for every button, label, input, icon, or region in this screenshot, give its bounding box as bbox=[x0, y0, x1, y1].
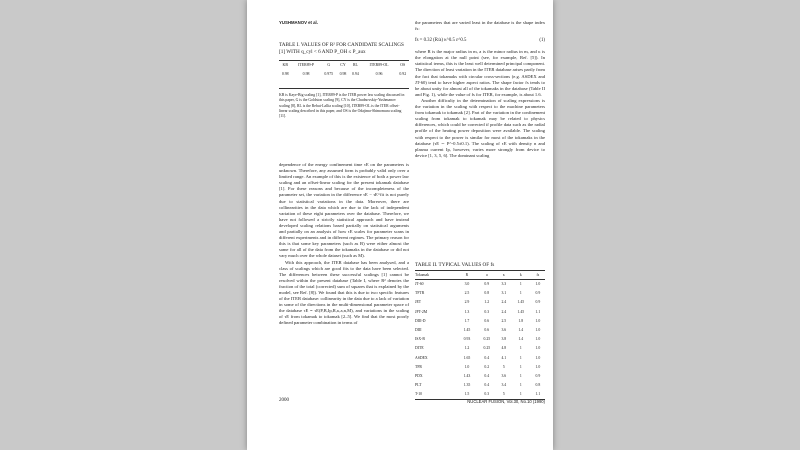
table2-value-cell: 3.3 bbox=[501, 282, 507, 287]
table2-value-cell: 1.0 bbox=[535, 346, 541, 351]
table2-value-cell: 1.7 bbox=[464, 318, 470, 323]
table2-value-cell: 3.1 bbox=[501, 291, 507, 296]
table2-value-cell: 1 bbox=[519, 383, 522, 388]
page-number: 2000 bbox=[279, 398, 289, 403]
table2-row bbox=[415, 390, 545, 400]
table1-header-cell: ITER89-OL bbox=[369, 62, 389, 67]
table2-value-cell: 0.9 bbox=[535, 373, 541, 378]
journal-footer: NUCLEAR FUSION, Vol.30, No.10 (1990) bbox=[467, 399, 545, 404]
table2-row bbox=[415, 353, 545, 362]
table2-value-cell: 1.43 bbox=[463, 373, 471, 378]
table2-value-cell: 3.4 bbox=[501, 383, 507, 388]
equation-fs: fs = 0.32 (R/a) κ^0.5 ε^0.5 bbox=[415, 38, 467, 44]
table2-value-cell: 0.3 bbox=[477, 390, 497, 400]
table2-row bbox=[415, 307, 545, 316]
table2-tokamak-cell: DIII bbox=[415, 328, 422, 333]
table2-value-cell: 2.4 bbox=[501, 309, 507, 314]
table2-value-cell: 3.0 bbox=[464, 282, 470, 287]
table2-value-cell: 1.2 bbox=[484, 300, 490, 305]
table2-header-cell: Tokamak bbox=[415, 271, 457, 280]
table2-row bbox=[415, 298, 545, 307]
table2-value-cell: 1 bbox=[519, 373, 522, 378]
table2-header-cell: k bbox=[511, 271, 531, 280]
table2-value-cell: 1 bbox=[511, 390, 531, 400]
table1-header-cell: KB bbox=[282, 62, 288, 67]
table2-value-cell: 1 bbox=[519, 364, 522, 369]
table2-body bbox=[415, 279, 545, 399]
table2-value-cell: 1.35 bbox=[463, 383, 471, 388]
table2-value-cell: 1.45 bbox=[517, 309, 525, 314]
table1-bottom-rule bbox=[279, 88, 409, 89]
equation-number: (1) bbox=[539, 38, 545, 44]
table2-header-row bbox=[415, 271, 545, 280]
table2-value-cell: 2.5 bbox=[501, 318, 507, 323]
equation-block bbox=[415, 36, 545, 47]
table2-value-cell: 1 bbox=[519, 355, 522, 360]
table2-row bbox=[415, 325, 545, 334]
table2-value-cell: 3.6 bbox=[501, 373, 507, 378]
table2-row bbox=[415, 371, 545, 380]
table2-row bbox=[415, 381, 545, 390]
table2-row bbox=[415, 289, 545, 298]
table2-tokamak-cell: PDX bbox=[415, 373, 423, 378]
table2-value-cell: 0.3 bbox=[484, 309, 490, 314]
table2-value-cell: 2.9 bbox=[464, 300, 470, 305]
table2-value-cell: 0.6 bbox=[484, 328, 490, 333]
table2-value-cell: 1.0 bbox=[464, 364, 470, 369]
table2-value-cell: 0.9 bbox=[535, 300, 541, 305]
table2-tokamak-cell: TFTR bbox=[415, 291, 425, 296]
table1-title: TABLE I. VALUES OF R² FOR CANDIDATE SCALINGS [1] WITH q_cyl < 6 AND P_OH ≤ P_aux bbox=[279, 42, 404, 55]
table1-value-cell: 0.98 bbox=[339, 71, 347, 76]
table2-value-cell: 5 bbox=[502, 364, 505, 369]
table2-title: TABLE II. TYPICAL VALUES OF fs bbox=[415, 262, 495, 268]
table1-value-row bbox=[279, 69, 409, 78]
table2-value-cell: 1.1 bbox=[531, 390, 545, 400]
table2-value-cell: 1.45 bbox=[463, 328, 471, 333]
table2-value-cell: 1.4 bbox=[518, 328, 524, 333]
table2-header-cell: a bbox=[477, 271, 497, 280]
table2-tokamak-cell: JET bbox=[415, 300, 422, 305]
table2-row bbox=[415, 362, 545, 371]
table2 bbox=[415, 270, 545, 400]
table2-tokamak-cell: JFT-2M bbox=[415, 309, 428, 314]
table2-value-cell: 5 bbox=[497, 390, 511, 400]
table1 bbox=[279, 60, 409, 78]
document-page bbox=[247, 0, 553, 450]
table2-value-cell: 1.0 bbox=[535, 328, 541, 333]
table2-value-cell: 1.3 bbox=[464, 309, 470, 314]
table2-value-cell: 1.0 bbox=[535, 282, 541, 287]
table2-row bbox=[415, 316, 545, 325]
right-paragraph-3: Another difficulty in the determination of scaling expressions is the variation in the scaling with respect to the machine parameters from tokamak to tokamak [2]. Part of the variation in the confinement scaling from tokamak to tokamak may be related to physics differences, which could be corrected if profile data such as the radial profile of the heating power deposition were available. The scaling with respect to the power is similar for most of the tokamaks in the database (τE ∼ P^-0.5±0.1). The scaling of τE with density n and plasma current Ip, however, varies more strongly from device to device [1, 3, 5, 6]. The dominant scaling bbox=[415, 97, 545, 158]
table1-header-row bbox=[279, 60, 409, 69]
table2-value-cell: 0.2 bbox=[484, 364, 490, 369]
table1-value-cell: 0.98 bbox=[302, 71, 310, 76]
table1-value-cell: 0.98 bbox=[281, 71, 289, 76]
table2-value-cell: 0.4 bbox=[484, 383, 490, 388]
table2-value-cell: 1.0 bbox=[535, 355, 541, 360]
table2-tokamak-cell: TFR bbox=[415, 364, 422, 369]
table1-value-cell: 0.92 bbox=[399, 71, 407, 76]
table2-value-cell: 2.5 bbox=[464, 291, 470, 296]
table2-tokamak-cell: T-10 bbox=[415, 390, 457, 400]
right-paragraph-2: where R is the major radius in m, a is the minor radius in m, and κ is the elongation at the null point (see, for example, Ref. [5]). In statistical terms, this is the least well determined principal component. The direction of least variation in the ITER database arises partly from the fact that tokamaks with circular cross-sections (e.g. ASDEX and JT-60) tend to have higher aspect ratios. The shape factor fs tends to be about unity for almost all of the tokamaks in the database (Table II and Fig. 1), while the value of fs for ITER, for example, is about 1.6. bbox=[415, 49, 545, 97]
table1-value-cell: 0.975 bbox=[324, 71, 334, 76]
table2-value-cell: 1 bbox=[519, 282, 522, 287]
table1-header-cell: RL bbox=[352, 62, 358, 67]
table2-value-cell: 3.8 bbox=[501, 337, 507, 342]
table2-value-cell: 0.93 bbox=[463, 337, 471, 342]
table2-value-cell: 1.0 bbox=[535, 318, 541, 323]
left-paragraph-1: dependence of the energy confinement time τE on the parameters is unknown. Therefore, any assumed form is probably valid only over a limited range. An example of this is the existence of both a power law scaling and an offset-linear scaling for the present tokamak database [1]. For these reasons and because of the incompleteness of the parameter set, the variation in the difference τE − τE^fit is not purely due to statistical variations in the data. Moreover, there are collinearities in the data which are due to the lack of independent variation of these eight parameters over the database. Therefore, we have not followed a strictly statistical approach and have instead developed scaling relations based partially on statistical arguments and partially on an analysis of how τE scales for parameter scans in different experiments and in different regimes. The primary reason for this is that some key parameters (such as B) were either almost the same for all of the data from the tokamaks in the database or did not vary much over the whole dataset (such as M). bbox=[279, 162, 409, 259]
running-header-author: YUSHMANOV et al. bbox=[279, 20, 318, 25]
table2-value-cell: 3.6 bbox=[501, 328, 507, 333]
table2-value-cell: 0.25 bbox=[483, 346, 491, 351]
table2-value-cell: 1.1 bbox=[535, 309, 541, 314]
table2-value-cell: 1.0 bbox=[535, 364, 541, 369]
table2-tokamak-cell: DITE bbox=[415, 346, 424, 351]
table2-value-cell: 1.2 bbox=[464, 346, 470, 351]
table2-value-cell: 0.6 bbox=[484, 318, 490, 323]
table2-header-cell: fs bbox=[531, 271, 545, 280]
table2-value-cell: 0.9 bbox=[535, 291, 541, 296]
right-column bbox=[415, 20, 545, 159]
table1-value-cell: 0.96 bbox=[375, 71, 383, 76]
table2-value-cell: 0.25 bbox=[483, 337, 491, 342]
table2-value-cell: 4.1 bbox=[501, 355, 507, 360]
table2-tokamak-cell: ASDEX bbox=[415, 355, 428, 360]
table2-tokamak-cell: DIII-D bbox=[415, 318, 426, 323]
table2-value-cell: 4.8 bbox=[501, 346, 507, 351]
table2-value-cell: 0.4 bbox=[484, 373, 490, 378]
table1-footnote: KB is Kaye-Big scaling [1], ITER89-P is the ITER power law scaling discussed in this paper, G is the Goldston scaling [9], CY is the Chudnovskiy-Yushmanov scaling [8], RL is the Rebut-Lallia scaling [10], ITER89-OL is the ITER offset-linear scaling described in this paper, and OS is the Odajima-Shimomura scaling [11]. bbox=[279, 93, 405, 119]
table1-header-cell: OS bbox=[400, 62, 406, 67]
table2-value-cell: 1.45 bbox=[517, 300, 525, 305]
table2-value-cell: 1.5 bbox=[457, 390, 477, 400]
table2-header-cell: R bbox=[457, 271, 477, 280]
left-paragraph-2: With this approach, the ITER database has been analysed, and a class of scalings which are good fits to the data have been selected. The differences between these successful scalings [1] cannot be resolved within the present database (Table I, where R² denotes the fraction of the total (corrected) sum of squares that is explained by the model, see Ref. [8]). We found that this is due to two specific features of the ITER database: collinearity in the data due to a lack of variation in some of the directions in the multi-dimensional parameter space of the database τE = τE(P,B,Ip,R,κ,a,n,M), and variations in the scaling of τE from tokamak to tokamak [2–5]. We find that the most poorly defined parameter combination in terms of bbox=[279, 259, 409, 326]
table1-header-cell: ITER89-P bbox=[298, 62, 315, 67]
table2-value-cell: 2.4 bbox=[501, 300, 507, 305]
table2-tokamak-cell: JT-60 bbox=[415, 282, 424, 287]
table2-value-cell: 1.65 bbox=[463, 355, 471, 360]
table2-row bbox=[415, 335, 545, 344]
table2-value-cell: 0.8 bbox=[484, 291, 490, 296]
table2-tokamak-cell: ISX-B bbox=[415, 337, 425, 342]
left-column bbox=[279, 162, 409, 327]
table2-value-cell: 1.0 bbox=[535, 337, 541, 342]
table2-value-cell: 1.4 bbox=[518, 337, 524, 342]
table2-value-cell: 0.4 bbox=[484, 355, 490, 360]
right-paragraph-1: the parameters that are varied least in the database is the shape index fs: bbox=[415, 20, 545, 32]
table2-header-cell: κ bbox=[497, 271, 511, 280]
table2-row bbox=[415, 344, 545, 353]
table1-header-cell: G bbox=[327, 62, 331, 67]
table1-value-cell: 0.94 bbox=[352, 71, 359, 76]
table2-tokamak-cell: PLT bbox=[415, 383, 422, 388]
table2-value-cell: 1 bbox=[519, 346, 522, 351]
table2-value-cell: 1 bbox=[519, 291, 522, 296]
table2-row bbox=[415, 279, 545, 289]
table2-value-cell: 1.8 bbox=[518, 318, 524, 323]
table2-value-cell: 0.8 bbox=[535, 383, 541, 388]
table1-header-cell: CY bbox=[340, 62, 346, 67]
table2-value-cell: 0.9 bbox=[484, 282, 490, 287]
